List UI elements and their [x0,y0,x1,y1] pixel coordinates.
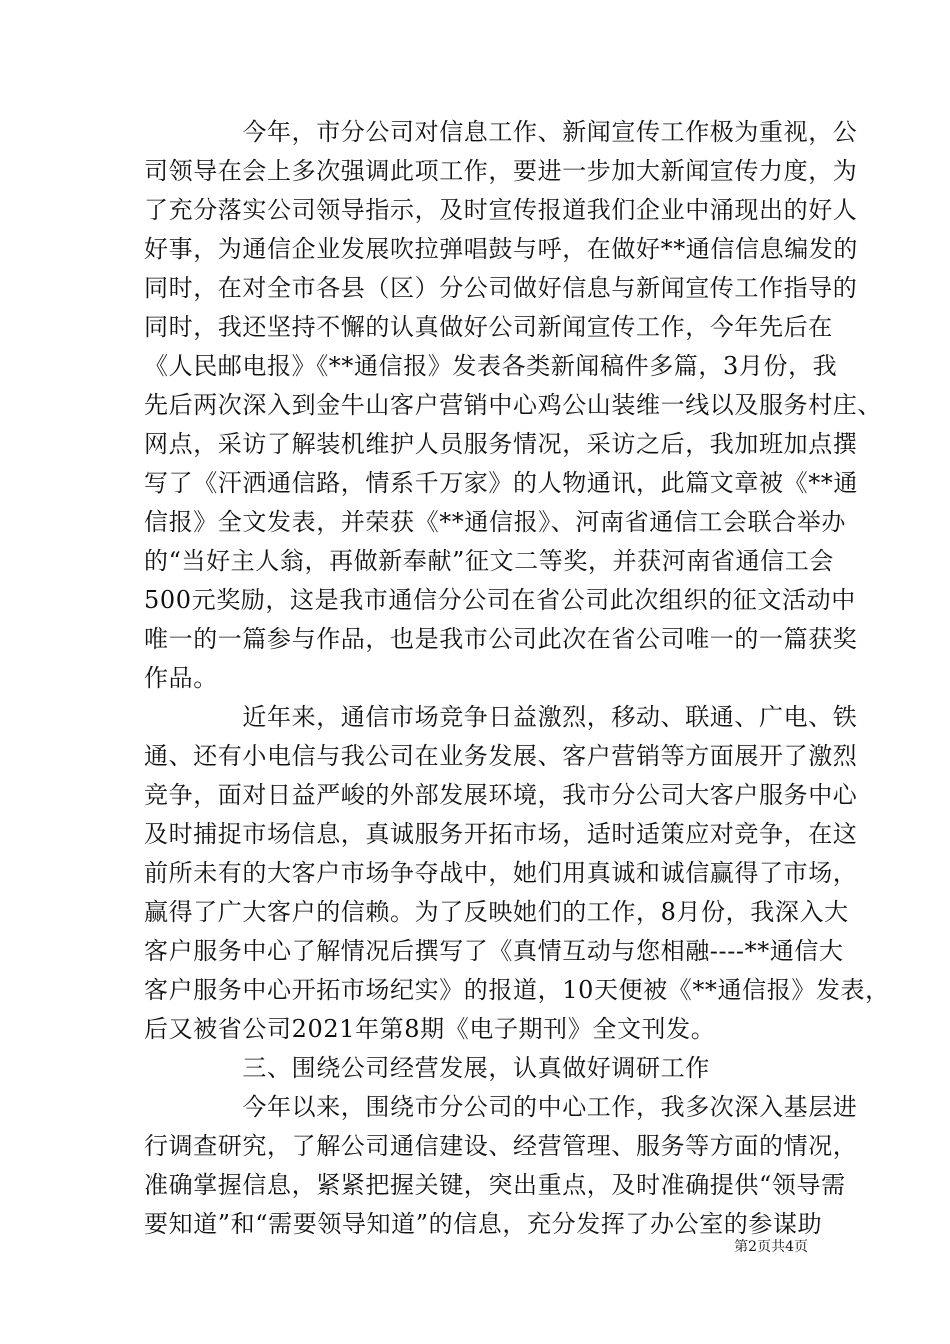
body-line: 今年以来，围绕市分公司的中心工作，我多次深入基层进 [144,1093,858,1121]
body-line: 及时捕捉市场信息，真诚服务开拓市场，适时适策应对竞争，在这 [144,820,858,848]
body-line: 了充分落实公司领导指示，及时宣传报道我们企业中涌现出的好人 [144,196,858,224]
page-number-footer: 第2页共4页 [734,1239,808,1255]
body-line: 网点，采访了解装机维护人员服务情况，采访之后，我加班加点撰 [144,430,858,458]
body-line: 赢得了广大客户的信赖。为了反映她们的工作，8月份，我深入大 [144,898,849,926]
body-line: 500元奖励，这是我市通信分公司在省公司此次组织的征文活动中 [144,586,856,614]
body-line: 写了《汗洒通信路，情系千万家》的人物通讯，此篇文章被《**通 [144,469,858,497]
body-line: 行调查研究，了解公司通信建设、经营管理、服务等方面的情况， [144,1132,858,1160]
body-line: 近年来，通信市场竞争日益激烈，移动、联通、广电、铁 [144,703,858,731]
body-line: 通、还有小电信与我公司在业务发展、客户营销等方面展开了激烈 [144,742,858,770]
body-line: 同时，我还坚持不懈的认真做好公司新闻宣传工作，今年先后在 [144,313,833,341]
body-line: 同时，在对全市各县（区）分公司做好信息与新闻宣传工作指导的 [144,274,858,302]
body-line: 司领导在会上多次强调此项工作，要进一步加大新闻宣传力度，为 [144,157,858,185]
body-line: 客户服务中心了解情况后撰写了《真情互动与您相融----**通信大 [144,937,844,965]
body-line: 《人民邮电报》《**通信报》发表各类新闻稿件多篇，3月份，我 [144,352,838,380]
body-line: 竞争，面对日益严峻的外部发展环境，我市分公司大客户服务中心 [144,781,858,809]
body-line: 前所未有的大客户市场争夺战中，她们用真诚和诚信赢得了市场， [144,859,858,887]
body-line: 今年，市分公司对信息工作、新闻宣传工作极为重视，公 [144,118,858,146]
body-line: 的“当好主人翁，再做新奉献”征文二等奖，并获河南省通信工会 [144,547,834,575]
body-line: 客户服务中心开拓市场纪实》的报道，10天便被《**通信报》发表， [144,976,890,1004]
body-line: 唯一的一篇参与作品，也是我市公司此次在省公司唯一的一篇获奖 [144,625,858,653]
body-line: 要知道”和“需要领导知道”的信息，充分发挥了办公室的参谋助 [144,1210,823,1238]
section-heading: 三、围绕公司经营发展，认真做好调研工作 [144,1054,710,1082]
body-line: 作品。 [144,664,218,692]
body-line: 后又被省公司2021年第8期《电子期刊》全文刊发。 [144,1015,716,1043]
body-line: 先后两次深入到金牛山客户营销中心鸡公山装维一线以及服务村庄、 [144,391,882,419]
body-line: 信报》全文发表，并荣获《**通信报》、河南省通信工会联合举办 [144,508,846,536]
body-line: 好事，为通信企业发展吹拉弹唱鼓与呼，在做好**通信信息编发的 [144,235,858,263]
body-line: 准确掌握信息，紧紧把握关键，突出重点，及时准确提供“领导需 [144,1171,846,1199]
